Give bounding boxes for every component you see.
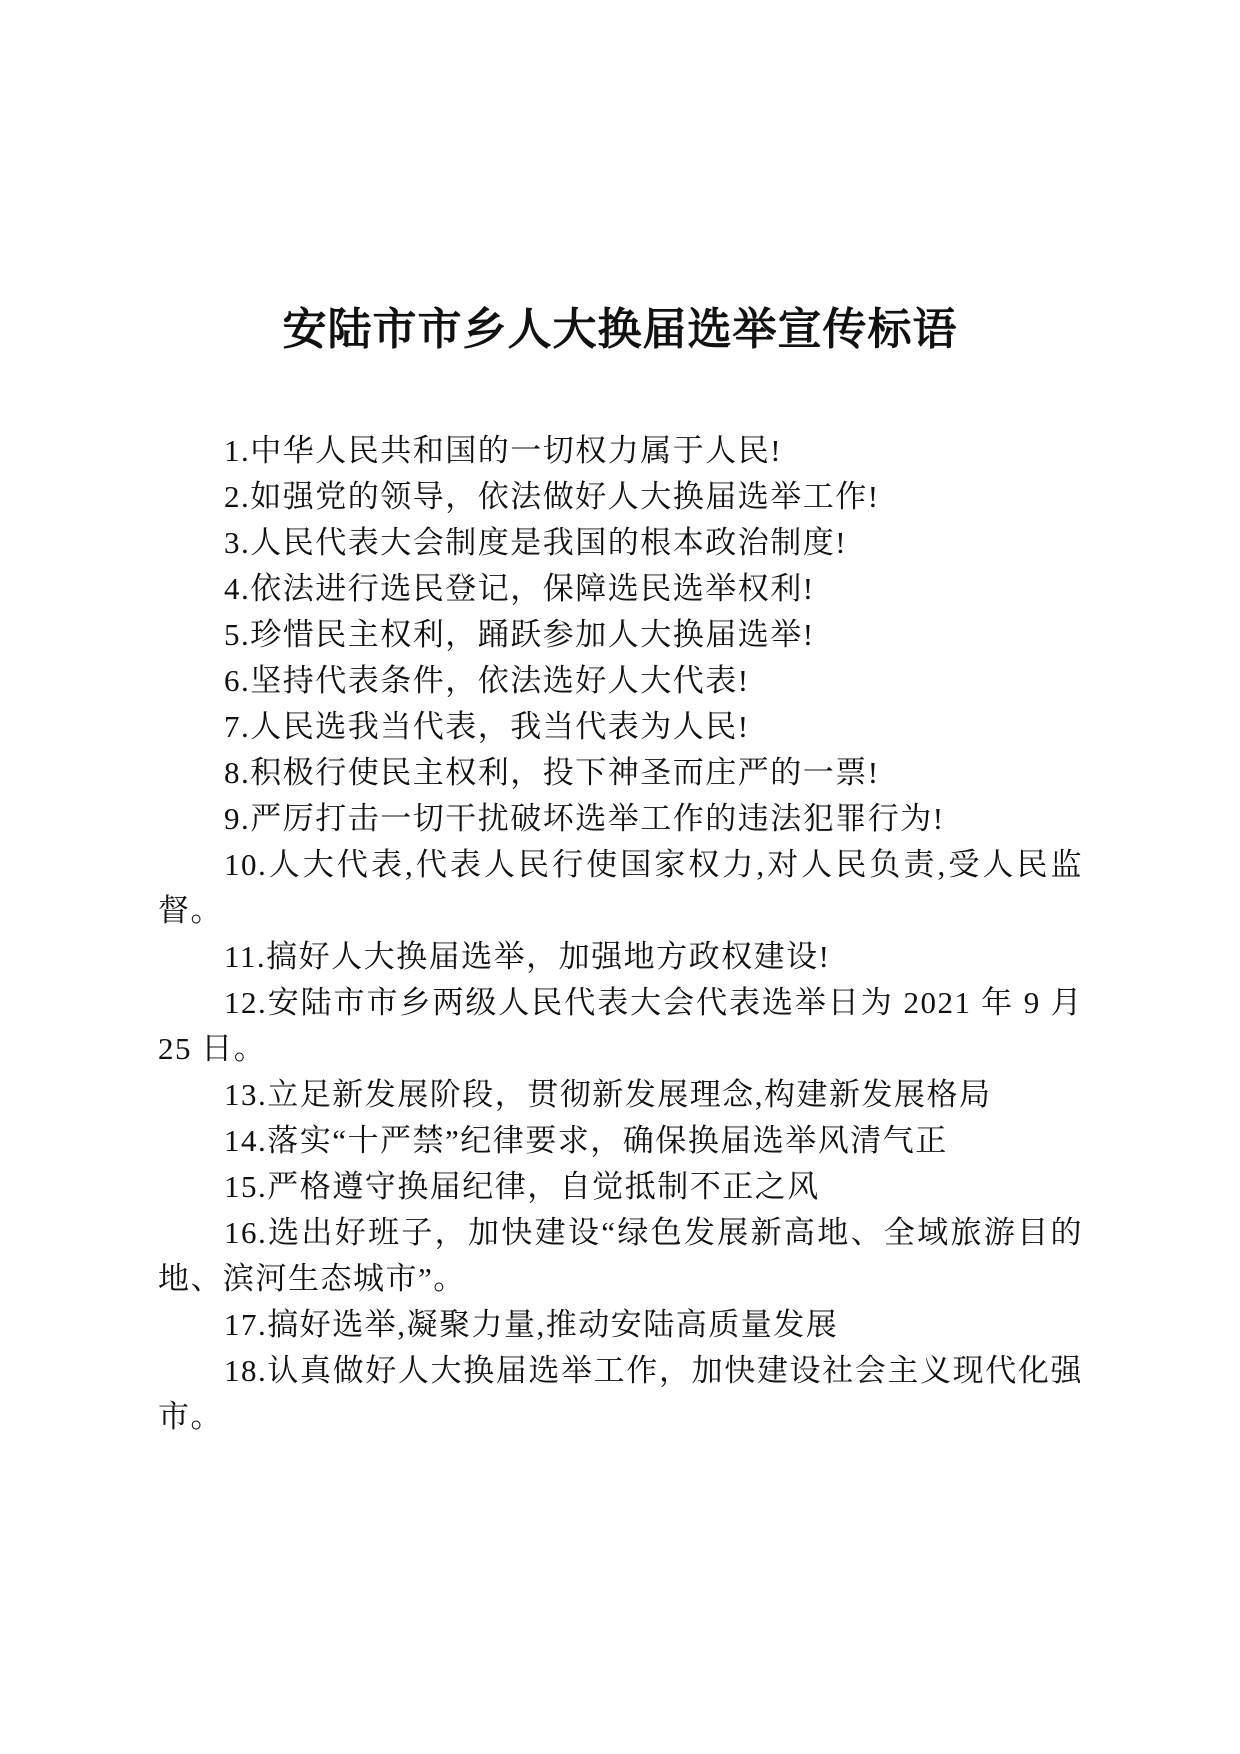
slogan-item: 11.搞好人大换届选举，加强地方政权建设! <box>224 939 831 974</box>
slogan-item: 16.选出好班子，加快建设“绿色发展新高地、全域旅游目的地、滨河生态城市”。 <box>158 1215 1083 1296</box>
slogan-item: 17.搞好选举,凝聚力量,推动安陆高质量发展 <box>224 1307 839 1342</box>
slogan-item: 6.坚持代表条件，依法选好人大代表! <box>224 663 750 698</box>
slogan-item: 18.认真做好人大换届选举工作，加快建设社会主义现代化强市。 <box>158 1353 1083 1434</box>
slogan-item: 10.人大代表,代表人民行使国家权力,对人民负责,受人民监督。 <box>158 847 1083 928</box>
slogan-item: 1.中华人民共和国的一切权力属于人民! <box>224 433 783 468</box>
slogan-item: 13.立足新发展阶段，贯彻新发展理念,构建新发展格局 <box>224 1077 992 1112</box>
slogan-list <box>158 428 1083 1440</box>
slogan-item: 7.人民选我当代表，我当代表为人民! <box>224 709 750 744</box>
slogan-item: 9.严厉打击一切干扰破坏选举工作的违法犯罪行为! <box>224 801 945 836</box>
slogan-item: 15.严格遵守换届纪律，自觉抵制不正之风 <box>224 1169 820 1204</box>
slogan-item: 5.珍惜民主权利，踊跃参加人大换届选举! <box>224 617 815 652</box>
slogan-item: 8.积极行使民主权利，投下神圣而庄严的一票! <box>224 755 880 790</box>
slogan-item: 12.安陆市市乡两级人民代表大会代表选举日为 2021 年 9 月 25 日。 <box>158 985 1083 1066</box>
slogan-item: 2.如强党的领导，依法做好人大换届选举工作! <box>224 479 880 514</box>
slogan-item: 4.依法进行选民登记，保障选民选举权利! <box>224 571 815 606</box>
document-title: 安陆市市乡人大换届选举宣传标语 <box>282 304 958 355</box>
slogan-item: 14.落实“十严禁”纪律要求，确保换届选举风清气正 <box>224 1123 948 1158</box>
slogan-item: 3.人民代表大会制度是我国的根本政治制度! <box>224 525 848 560</box>
